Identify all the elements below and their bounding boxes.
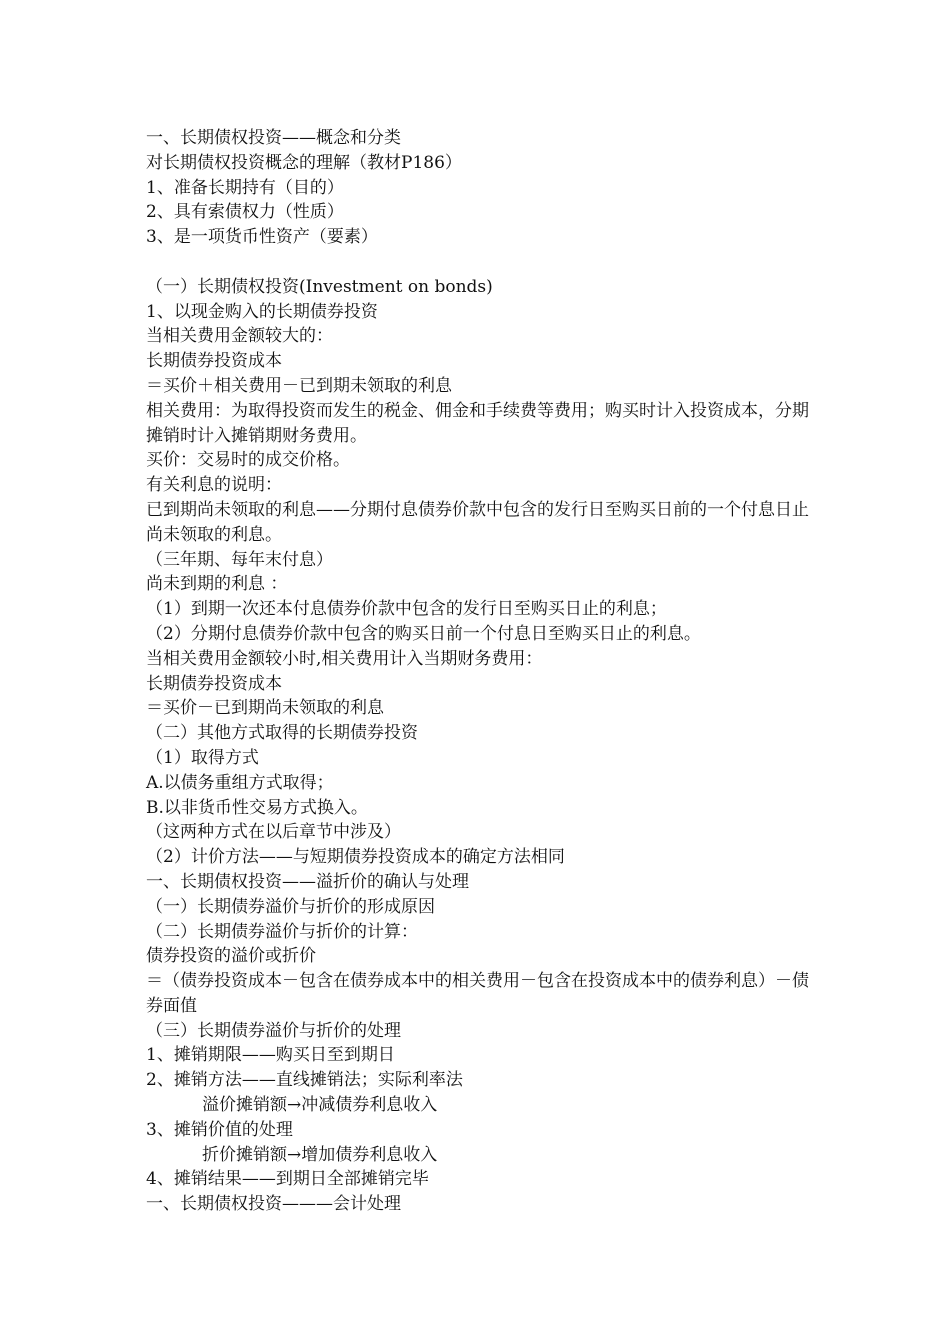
- formula-line: ＝（债券投资成本－包含在债券成本中的相关费用－包含在投资成本中的债券利息）－债券面值: [146, 971, 809, 1016]
- section-heading: 一、长期债权投资———会计处理: [146, 1194, 401, 1215]
- subsection-heading: （一）长期债券溢价与折价的形成原因: [146, 896, 435, 917]
- paragraph: 相关费用：为取得投资而发生的税金、佣金和手续费等费用；购买时计入投资成本，分期摊销时计入摊销期财务费用。: [146, 400, 809, 446]
- paragraph: 已到期尚未领取的利息——分期付息债券价款中包含的发行日至购买日前的一个付息日止尚未领取的利息。: [146, 499, 809, 545]
- text-line: （三年期、每年末付息）: [146, 549, 333, 570]
- subsection-heading: （二）长期债券溢价与折价的计算：: [146, 921, 418, 942]
- text-line: 尚未到期的利息 ：: [146, 574, 288, 595]
- subsection-heading: （三）长期债券溢价与折价的处理: [146, 1020, 401, 1041]
- list-item: （1）到期一次还本付息债券价款中包含的发行日至购买日止的利息；: [146, 599, 667, 620]
- text-line: 当相关费用金额较小时,相关费用计入当期财务费用：: [146, 648, 543, 669]
- list-item: 2、具有索债权力（性质）: [146, 202, 344, 223]
- list-item: A.以债务重组方式取得；: [146, 772, 334, 793]
- text-line: 当相关费用金额较大的：: [146, 326, 333, 347]
- indented-line: 溢价摊销额→冲减债券利息收入: [202, 1095, 438, 1116]
- list-item: 1、摊销期限——购买日至到期日: [146, 1045, 395, 1066]
- section-heading: 一、长期债权投资——概念和分类: [146, 128, 401, 148]
- subsection-heading: （一）长期债权投资(Investment on bonds): [146, 276, 493, 297]
- text-line: 买价：交易时的成交价格。: [146, 450, 350, 471]
- section-heading: 一、长期债权投资——溢折价的确认与处理: [146, 871, 469, 892]
- list-item: 3、是一项货币性资产（要素）: [146, 227, 378, 248]
- text-line: 长期债券投资成本: [146, 351, 282, 372]
- list-item: 4、摊销结果——到期日全部摊销完毕: [146, 1169, 429, 1190]
- text-line: 对长期债权投资概念的理解（教材P186）: [146, 152, 462, 173]
- list-item: （2）分期付息债券价款中包含的购买日前一个付息日至购买日止的利息。: [146, 623, 701, 644]
- subsection-heading: （二）其他方式取得的长期债券投资: [146, 723, 418, 744]
- document-body: [146, 126, 816, 1217]
- text-line: 债券投资的溢价或折价: [146, 946, 316, 967]
- text-line: 1、以现金购入的长期债券投资: [146, 301, 378, 322]
- text-line: 有关利息的说明：: [146, 475, 282, 496]
- text-line: 长期债券投资成本: [146, 673, 282, 694]
- list-item: （2）计价方法——与短期债券投资成本的确定方法相同: [146, 847, 565, 868]
- formula-line: ＝买价＋相关费用－已到期未领取的利息: [146, 375, 452, 396]
- text-line: （这两种方式在以后章节中涉及）: [146, 822, 401, 843]
- indented-line: 折价摊销额→增加债券利息收入: [202, 1144, 438, 1165]
- list-item: 1、准备长期持有（目的）: [146, 177, 344, 198]
- formula-line: ＝买价－已到期尚未领取的利息: [146, 698, 384, 719]
- list-item: （1）取得方式: [146, 747, 259, 768]
- list-item: 2、摊销方法——直线摊销法；实际利率法: [146, 1070, 463, 1091]
- list-item: 3、摊销价值的处理: [146, 1119, 293, 1140]
- blank-line: [146, 250, 816, 275]
- list-item: B.以非货币性交易方式换入。: [146, 797, 368, 818]
